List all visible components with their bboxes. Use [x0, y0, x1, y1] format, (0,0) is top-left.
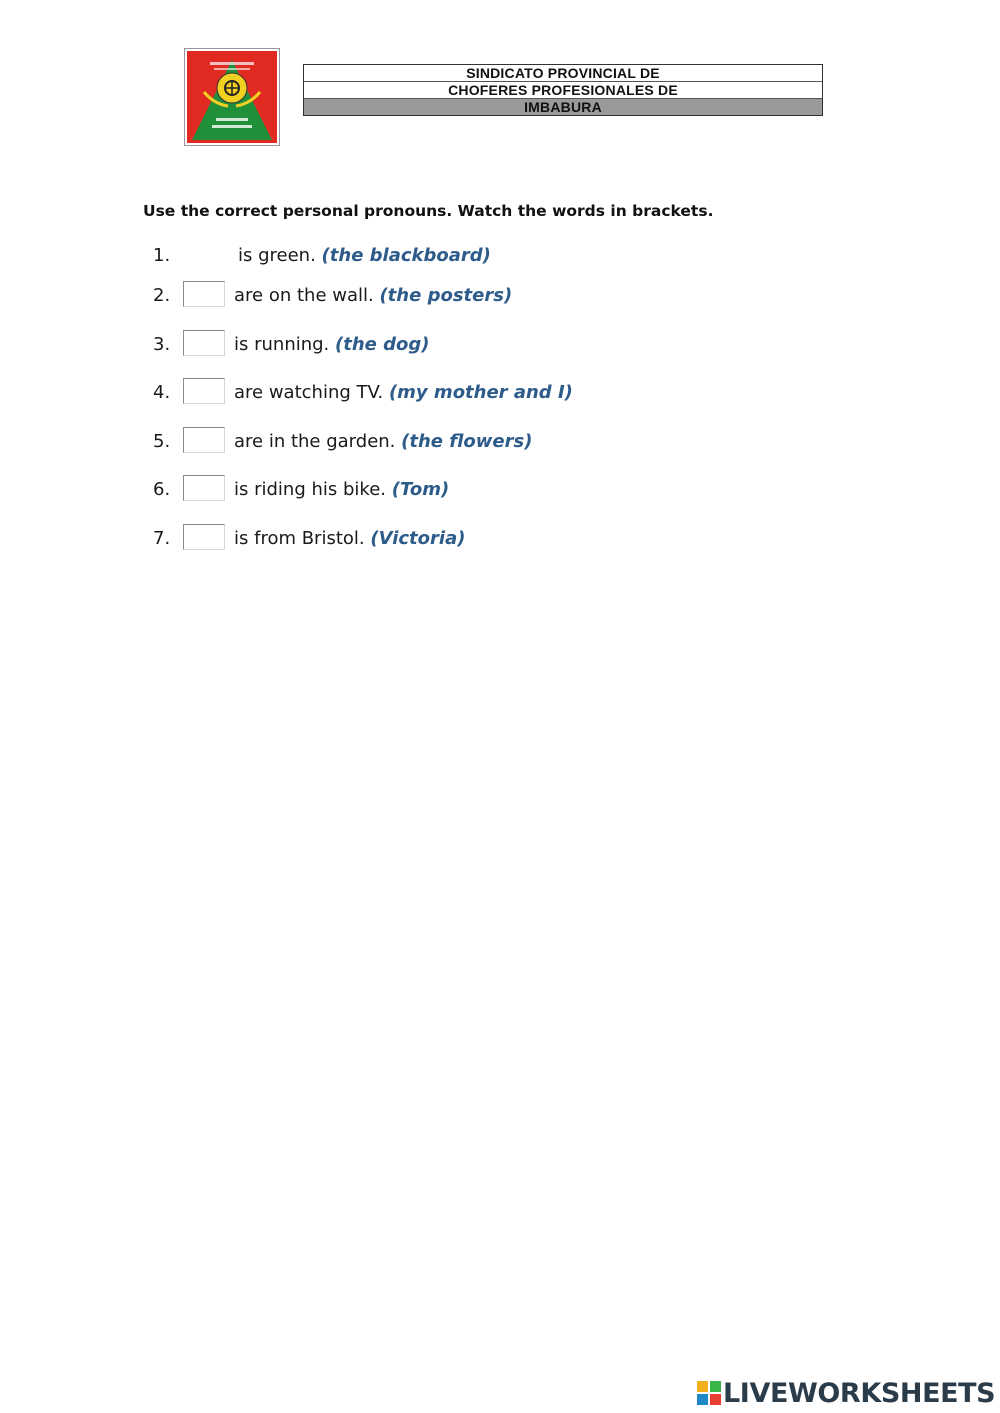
- item-sentence: [234, 431, 532, 452]
- answer-input-box[interactable]: [183, 378, 225, 404]
- exercise-item-2: [0, 281, 1000, 311]
- item-text: is from Bristol.: [234, 528, 365, 549]
- exercise-item-1: [0, 241, 1000, 271]
- item-number: 1.: [153, 245, 171, 266]
- item-hint: (Victoria): [370, 528, 466, 549]
- item-text: is running.: [234, 334, 330, 355]
- item-hint: (the dog): [335, 334, 430, 355]
- answer-input-box[interactable]: [183, 524, 225, 550]
- item-sentence: [234, 334, 430, 355]
- item-text: are on the wall.: [234, 285, 374, 306]
- exercise-item-7: [0, 524, 1000, 554]
- item-number: 6.: [153, 479, 171, 500]
- answer-input-box[interactable]: [183, 427, 225, 453]
- exercise-item-6: [0, 475, 1000, 505]
- exercise-item-3: [0, 330, 1000, 360]
- liveworksheets-logo-icon: [697, 1381, 721, 1405]
- exercise-item-4: [0, 378, 1000, 408]
- header-line-2: CHOFERES PROFESIONALES DE: [304, 82, 822, 99]
- exercise-item-5: [0, 427, 1000, 457]
- item-number: 4.: [153, 382, 171, 403]
- answer-input-box[interactable]: [183, 281, 225, 307]
- header-line-3: IMBABURA: [304, 99, 822, 115]
- item-text: is green.: [238, 245, 316, 266]
- header-line-1: SINDICATO PROVINCIAL DE: [304, 65, 822, 82]
- item-text: are watching TV.: [234, 382, 384, 403]
- brand-name: LIVEWORKSHEETS: [723, 1377, 996, 1409]
- answer-input-box[interactable]: [183, 330, 225, 356]
- item-hint: (the flowers): [401, 431, 533, 452]
- answer-input-box[interactable]: [183, 475, 225, 501]
- item-number: 5.: [153, 431, 171, 452]
- item-hint: (the blackboard): [321, 245, 491, 266]
- liveworksheets-brand: [697, 1376, 995, 1410]
- item-sentence: [238, 245, 491, 266]
- item-hint: (Tom): [391, 479, 450, 500]
- item-hint: (my mother and I): [388, 382, 573, 403]
- union-name-header: [303, 64, 823, 116]
- item-sentence: [234, 382, 573, 403]
- item-sentence: [234, 528, 465, 549]
- item-sentence: [234, 479, 449, 500]
- item-text: are in the garden.: [234, 431, 396, 452]
- item-hint: (the posters): [379, 285, 513, 306]
- item-number: 2.: [153, 285, 171, 306]
- exercise-instruction: Use the correct personal pronouns. Watch the words in brackets.: [143, 202, 714, 220]
- item-text: is riding his bike.: [234, 479, 386, 500]
- item-sentence: [234, 285, 512, 306]
- item-number: 7.: [153, 528, 171, 549]
- item-number: 3.: [153, 334, 171, 355]
- union-logo: [184, 48, 280, 146]
